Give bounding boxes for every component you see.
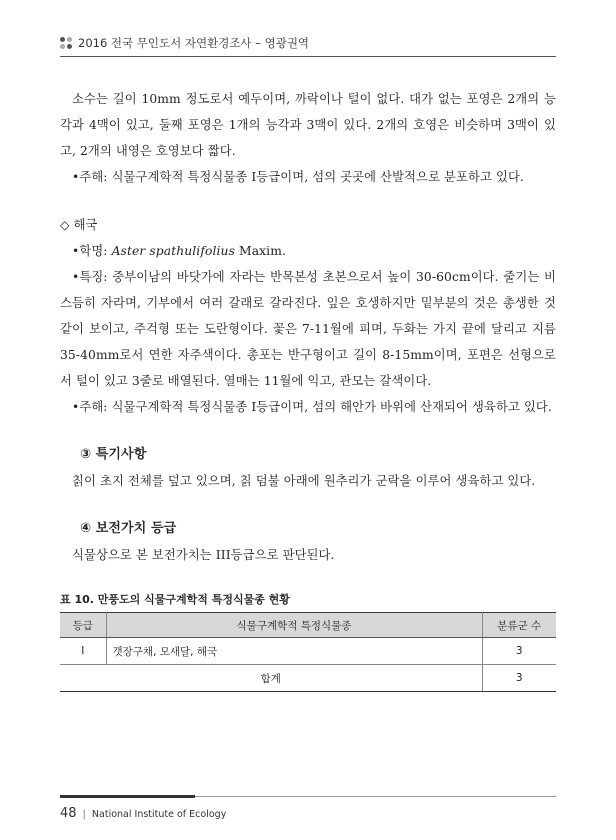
total-count: 3 <box>482 665 556 692</box>
header-grade: 등급 <box>60 613 106 638</box>
species-table <box>60 612 556 692</box>
sci-name: Aster spathulifolius <box>111 244 235 258</box>
table-caption: 표 10. 만풍도의 식물구계학적 특정식물종 현황 <box>60 593 290 606</box>
page-number: 48 <box>60 806 77 821</box>
section-3-text: 칡이 초지 전체를 덮고 있으며, 칡 덤불 아래에 원추리가 군락을 이루어 생육하고 있다. <box>72 474 536 488</box>
scientific-name-line <box>60 238 556 264</box>
cell-count: 3 <box>482 638 556 665</box>
species-heading: ◇ 해국 <box>60 218 98 232</box>
table-header-row <box>60 613 556 638</box>
footer-separator: | <box>82 809 86 820</box>
section-4-title: ④ 보전가치 등급 <box>80 521 177 536</box>
feature-paragraph: •특징: 중부이남의 바닷가에 자라는 반목본성 초본으로서 높이 30-60cm이다. 줄기는 비스듬히 자라며, 기부에서 여러 갈래로 갈라진다. 잎은 호생하지만 밑부분의 것은 총생한 것 같이 보이고, 주걱형 또는 도란형이다. 꽃은 7-11월에 피며, 두화는 가지 끝에 달리고 지름 35-40mm로서 연한 자주색이다. 총포는 반구형이고 길이 8-15mm이며, 포편은 선형으로서 털이 있고 3줄로 배열된다. 열매는 11월에 익고, 관모는 갈색이다. <box>60 270 556 388</box>
header-dots-icon <box>60 37 72 49</box>
cell-species: 갯장구채, 모새달, 해국 <box>106 638 482 665</box>
running-header <box>60 33 556 53</box>
header-title: 2016 전국 무인도서 자연환경조사 – 영광권역 <box>78 36 310 50</box>
header-count: 분류군 수 <box>482 613 556 638</box>
sci-prefix: •학명: <box>72 244 112 258</box>
footer-organization: National Institute of Ecology <box>91 809 227 820</box>
footer-rule-accent <box>60 795 195 798</box>
sci-author: Maxim. <box>235 244 286 258</box>
page-footer <box>60 806 226 821</box>
total-label: 합계 <box>60 665 482 692</box>
cell-grade: I <box>60 638 106 665</box>
table-row <box>60 638 556 665</box>
section-4-text: 식물상으로 본 보전가치는 III등급으로 판단된다. <box>72 548 335 562</box>
header-species: 식물구계학적 특정식물종 <box>106 613 482 638</box>
footer-rule <box>195 796 556 797</box>
note-2: •주해: 식물구계학적 특정식물종 I등급이며, 섬의 해안가 바위에 산재되어 생육하고 있다. <box>72 400 552 414</box>
note-1: •주해: 식물구계학적 특정식물종 I등급이며, 섬의 곳곳에 산발적으로 분포하고 있다. <box>72 170 524 184</box>
body-text <box>60 86 556 568</box>
paragraph-spikelet: 소수는 길이 10mm 정도로서 예두이며, 까락이나 털이 없다. 대가 없는 포영은 2개의 능각과 4맥이 있고, 둘째 포영은 1개의 능각과 3맥이 있다. 2개의 호영은 비슷하며 3맥이 있고, 2개의 내영은 호영보다 짧다. <box>60 92 556 158</box>
header-rule <box>60 56 556 57</box>
table-total-row <box>60 665 556 692</box>
section-3-title: ③ 특기사항 <box>80 447 147 462</box>
